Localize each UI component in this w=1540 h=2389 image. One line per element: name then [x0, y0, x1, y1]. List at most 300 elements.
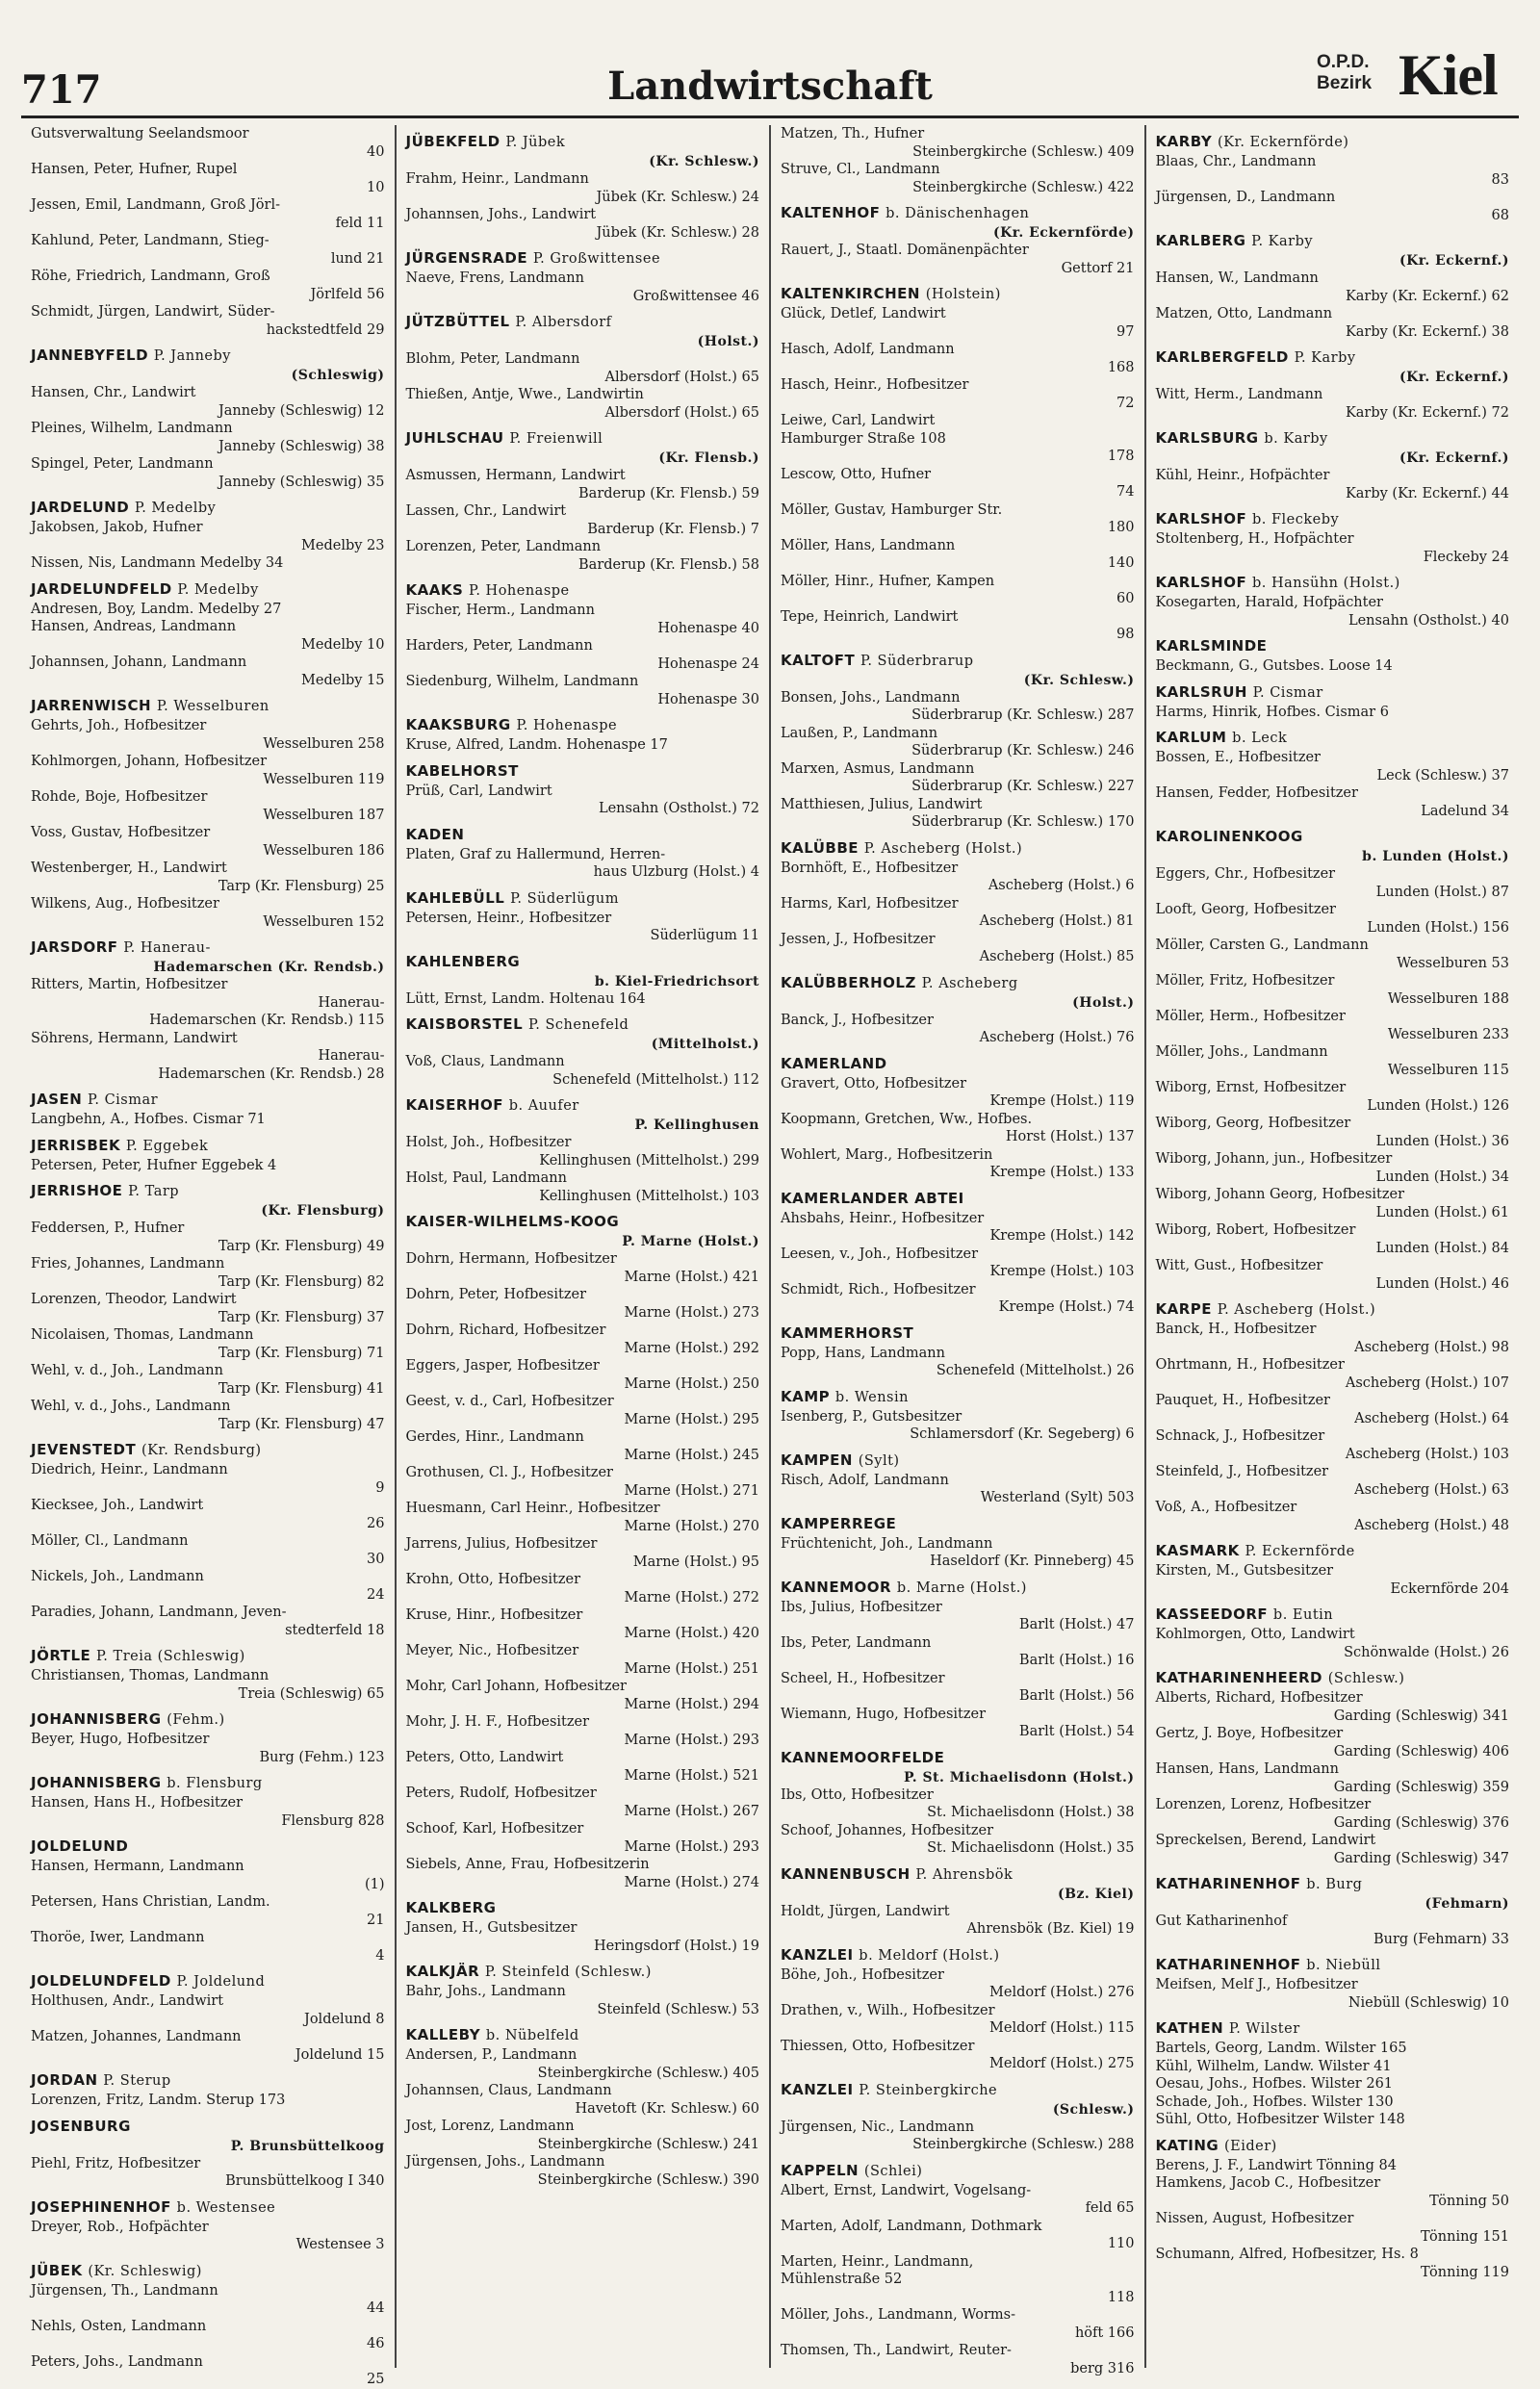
list-item [406, 736, 760, 755]
place-post: b. Auufer [508, 1098, 579, 1114]
entry-name: Krohn, Otto, Hofbesitzer [405, 1572, 581, 1587]
entry-location: Hademarschen (Kr. Rendsb.) 115 [149, 1013, 385, 1028]
entry-name: Bartels, Georg, Landm. Wilster 165 [1155, 2041, 1407, 2056]
entry-location: Garding (Schleswig) 341 [1333, 1708, 1509, 1724]
place-heading [31, 1439, 385, 1461]
place-extra: b. Lunden (Holst.) [1362, 849, 1509, 864]
entry-name: Steinfeld, J., Hofbesitzer [1155, 1464, 1329, 1479]
entry-location: Barlt (Holst.) 54 [1018, 1724, 1135, 1739]
list-item [1156, 1976, 1510, 2012]
place-post: (Schlesw.) [1327, 1671, 1405, 1686]
entry-name: Röhe, Friedrich, Landmann, Groß [31, 269, 270, 284]
entry-name: Hasch, Adolf, Landmann [781, 342, 955, 357]
entry-name: Holthusen, Andr., Landwirt [31, 1993, 224, 2009]
list-item [1156, 1463, 1510, 1499]
entry-location: Ascheberg (Holst.) 6 [988, 878, 1135, 893]
entry-location: Steinbergkirche (Schlesw.) 241 [537, 2136, 759, 2152]
place-name: JOLDELUND [31, 1837, 129, 1855]
entry-name: Jessen, Emil, Landmann, Groß Jörl- [31, 197, 280, 213]
entry-name: Prüß, Carl, Landwirt [405, 783, 552, 799]
entry-name: Hansen, Hans H., Hofbesitzer [31, 1795, 244, 1811]
entry-name: Matzen, Otto, Landmann [1155, 306, 1333, 321]
entry-location: Ladelund 34 [1421, 803, 1509, 819]
place-heading [406, 824, 760, 846]
place-extra: Hademarschen (Kr. Rendsb.) [153, 960, 385, 975]
place-heading [1156, 2017, 1510, 2040]
entry-name: Möller, Hinr., Hufner, Kampen [781, 573, 995, 589]
entry-name: Isenberg, P., Gutsbesitzer [781, 1408, 962, 1425]
entry-location: Medelby 23 [301, 537, 385, 553]
place-name: KAHLENBERG [405, 952, 521, 970]
list-item [1156, 270, 1510, 305]
list-item [31, 1012, 385, 1030]
list-item [31, 1291, 385, 1326]
place-name: JOHANNISBERG [31, 1774, 162, 1791]
entry-location: Albersdorf (Holst.) 65 [604, 369, 759, 385]
list-item [781, 242, 1135, 277]
place-name: KALKJÄR [405, 1963, 480, 1980]
entry-name: Schumann, Alfred, Hofbesitzer, Hs. 8 [1155, 2247, 1419, 2262]
entry-location: 60 [1116, 591, 1135, 606]
entry-location: 74 [1116, 484, 1135, 500]
list-item [31, 303, 385, 339]
entry-name: Banck, J., Hofbesitzer [781, 1012, 934, 1028]
entry-name: Oesau, Johs., Hofbes. Wilster 261 [1155, 2076, 1394, 2092]
entry-name: Dohrn, Hermann, Hofbesitzer [405, 1251, 617, 1267]
place-heading [1156, 572, 1510, 594]
place-name: JORDAN [31, 2071, 98, 2089]
entry-location: Marne (Holst.) 251 [624, 1660, 759, 1677]
entry-location: Meldorf (Holst.) 115 [989, 2020, 1135, 2036]
entry-name: Voss, Gustav, Hofbesitzer [31, 825, 211, 840]
list-item [406, 1983, 760, 2018]
entry-location: Meldorf (Holst.) 276 [989, 1985, 1135, 2000]
entry-name: Petersen, Heinr., Hofbesitzer [405, 910, 612, 926]
entry-name: Westenberger, H., Landwirt [31, 861, 227, 876]
list-item [406, 1919, 760, 1955]
entry-name: Kohlmorgen, Johann, Hofbesitzer [31, 754, 268, 769]
list-item [1156, 467, 1510, 502]
entry-location: Marne (Holst.) 250 [624, 1375, 759, 1392]
place-post: P. Süderbrarup [860, 653, 974, 669]
entry-location: Süderbrarup (Kr. Schlesw.) 287 [911, 707, 1135, 723]
place-name: KATING [1155, 2136, 1219, 2154]
entry-location: Tönning 151 [1420, 2228, 1509, 2245]
entry-name: Lorenzen, Lorenz, Hofbesitzer [1155, 1797, 1372, 1812]
place-heading [406, 427, 760, 467]
list-item [31, 753, 385, 788]
entry-name: Eggers, Chr., Hofbesitzer [1155, 866, 1336, 882]
entry-location: 21 [367, 1912, 385, 1928]
list-item [31, 420, 385, 455]
place-name: KANZLEI [781, 2080, 854, 2098]
entry-location: Albersdorf (Holst.) 65 [604, 404, 759, 421]
entry-location: Medelby 15 [301, 672, 385, 688]
column-4 [1146, 125, 1520, 2368]
place-name: JOLDELUNDFELD [31, 1972, 171, 1990]
list-item [406, 637, 760, 673]
list-item [781, 573, 1135, 608]
entry-location: Steinbergkirche (Schlesw.) 422 [912, 179, 1135, 195]
entry-location: Ahrensbök (Bz. Kiel) 19 [966, 1921, 1135, 1937]
place-name: KAHLEBÜLL [405, 888, 505, 907]
entry-name: Möller, Gustav, Hamburger Str. [781, 501, 1003, 518]
entry-location: Treia (Schleswig) 65 [238, 1685, 385, 1702]
place-post: (Schlei) [863, 2163, 923, 2179]
entry-name: Naeve, Frens, Landmann [405, 270, 584, 286]
place-extra: (Kr. Schlesw.) [1023, 672, 1135, 688]
entry-location: berg 316 [1070, 2360, 1135, 2376]
entry-name: Nickels, Joh., Landmann [31, 1569, 204, 1584]
place-post: (Kr. Rendsburg) [141, 1443, 262, 1458]
entry-location: Janneby (Schleswig) 12 [218, 402, 385, 419]
entry-name: Hansen, Peter, Hufner, Rupel [31, 162, 238, 177]
list-item [1156, 530, 1510, 566]
place-heading [781, 1944, 1135, 1966]
list-item [1156, 1725, 1510, 1760]
entry-name: Harms, Hinrik, Hofbes. Cismar 6 [1155, 704, 1389, 720]
list-item [781, 1535, 1135, 1571]
entry-location: Barlt (Holst.) 16 [1018, 1653, 1135, 1668]
list-item [781, 1111, 1135, 1146]
entry-name: Beckmann, G., Gutsbes. Loose 14 [1155, 658, 1393, 674]
entry-location: 25 [367, 2372, 385, 2387]
entry-location: hackstedtfeld 29 [266, 321, 385, 338]
place-heading [31, 2260, 385, 2282]
list-item [1156, 1008, 1510, 1043]
entry-location: Schenefeld (Mittelholst.) 112 [552, 1071, 759, 1088]
list-item [1156, 972, 1510, 1008]
list-item [781, 1966, 1135, 2002]
place-name: KALKBERG [405, 1899, 497, 1916]
entry-location: Marne (Holst.) 293 [624, 1838, 759, 1855]
place-extra: P. Brunsbüttelkoog [230, 2138, 385, 2154]
list-item [31, 1066, 385, 1084]
entry-location: Brunsbüttelkoog I 340 [225, 2173, 385, 2189]
list-item [1156, 2157, 1510, 2175]
place-heading [406, 1014, 760, 1053]
place-post: (Holstein) [925, 287, 1001, 302]
entry-name: Bossen, E., Hofbesitzer [1155, 750, 1321, 765]
list-item [31, 717, 385, 753]
entry-location: St. Michaelisdonn (Holst.) 35 [927, 1840, 1135, 1856]
place-post: P. Eckernförde [1245, 1544, 1355, 1559]
entry-location: Hanerau- [318, 1048, 385, 1064]
place-post: P. Steinbergkirche [859, 2082, 998, 2098]
list-item [781, 1786, 1135, 1822]
list-item [781, 689, 1135, 725]
entry-name: Böhe, Joh., Hofbesitzer [781, 1966, 944, 1983]
place-extra: (Mittelholst.) [651, 1037, 759, 1052]
entry-name: Scheel, H., Hofbesitzer [781, 1670, 945, 1686]
list-item [781, 1281, 1135, 1317]
entry-name: Christiansen, Thomas, Landmann [31, 1668, 270, 1683]
list-item [406, 673, 760, 708]
place-name: KASMARK [1155, 1542, 1240, 1559]
place-name: KAMERLAND [781, 1054, 887, 1072]
entry-location: Krempe (Holst.) 133 [989, 1165, 1135, 1180]
entry-name: Lorenzen, Theodor, Landwirt [31, 1292, 237, 1307]
entry-location: Barderup (Kr. Flensb.) 58 [578, 556, 759, 573]
list-item [781, 1599, 1135, 1634]
place-name: KARLBERG [1155, 232, 1246, 249]
entry-location: Hohenaspe 40 [657, 620, 759, 636]
list-item [781, 376, 1135, 412]
place-heading [406, 714, 760, 736]
list-item [781, 1706, 1135, 1741]
place-extra: (Kr. Eckernförde) [992, 225, 1135, 241]
place-name: JOSEPHINENHOF [31, 2197, 171, 2216]
list-item [31, 1992, 385, 2028]
entry-location: 110 [1107, 2236, 1135, 2251]
place-post: P. Tarp [128, 1184, 180, 1199]
entry-location: Marne (Holst.) 270 [624, 1518, 759, 1534]
entry-location: Tarp (Kr. Flensburg) 41 [218, 1380, 385, 1397]
list-item [1156, 386, 1510, 422]
entry-name: Spreckelsen, Berend, Landwirt [1155, 1833, 1376, 1848]
place-name: KARLSHOF [1155, 574, 1247, 591]
entry-name: Hansen, Hermann, Landmann [31, 1859, 244, 1874]
place-heading [781, 1747, 1135, 1786]
place-heading [1156, 230, 1510, 270]
entry-location: Marne (Holst.) 521 [624, 1767, 759, 1784]
place-heading [31, 1180, 385, 1220]
list-item [31, 1157, 385, 1175]
entry-location: Gettorf 21 [1061, 260, 1135, 276]
entry-location: Ascheberg (Holst.) 63 [1354, 1481, 1509, 1498]
place-name: JÜTZBÜTTEL [405, 313, 510, 330]
list-item [31, 1731, 385, 1766]
entry-name: Jürgensen, Nic., Landmann [781, 2119, 975, 2135]
entry-name: Voß, Claus, Landmann [405, 1054, 565, 1069]
entry-name: Thoröe, Iwer, Landmann [31, 1930, 205, 1945]
entry-name: Huesmann, Carl Heinr., Hofbesitzer [405, 1501, 660, 1516]
list-item [1156, 1626, 1510, 1661]
list-item [1156, 1221, 1510, 1257]
entry-name: Popp, Hans, Landmann [781, 1345, 945, 1361]
entry-location: 72 [1116, 395, 1135, 411]
place-extra: P. Kellinghusen [634, 1117, 759, 1133]
entry-location: Lunden (Holst.) 34 [1375, 1169, 1509, 1185]
list-item [31, 1929, 385, 1965]
entry-name: Blaas, Chr., Landmann [1155, 154, 1317, 169]
list-item [406, 270, 760, 305]
entry-location: 168 [1107, 359, 1135, 375]
place-heading [31, 578, 385, 601]
place-heading [31, 695, 385, 717]
place-heading [406, 311, 760, 350]
list-item [31, 1461, 385, 1497]
list-item [406, 2153, 760, 2189]
opd-label: O.P.D. [1317, 52, 1370, 72]
entry-name: Peters, Otto, Landwirt [405, 1750, 564, 1765]
entry-location: Lensahn (Ostholst.) 40 [1348, 612, 1509, 629]
entry-location: feld 11 [335, 215, 385, 231]
entry-location: Tarp (Kr. Flensburg) 82 [218, 1273, 385, 1290]
entry-name: Andersen, P., Landmann [405, 2047, 578, 2063]
entry-name: Nehls, Osten, Landmann [31, 2318, 207, 2334]
entry-location: Kellinghusen (Mittelholst.) 299 [539, 1152, 759, 1169]
list-item [781, 2119, 1135, 2154]
list-item [781, 1345, 1135, 1380]
list-item [406, 1250, 760, 1286]
place-heading [781, 972, 1135, 1012]
entry-location: Flensburg 828 [281, 1812, 385, 1829]
list-item [31, 1255, 385, 1291]
entry-name: Meifsen, Melf J., Hofbesitzer [1155, 1977, 1358, 1992]
entry-name: Rauert, J., Staatl. Domänenpächter [781, 243, 1029, 258]
list-item [781, 537, 1135, 573]
place-post: b. Fleckeby [1251, 512, 1340, 527]
entry-location: 9 [375, 1479, 385, 1496]
list-item [1156, 1257, 1510, 1293]
entry-name: Holst, Joh., Hofbesitzer [405, 1135, 572, 1150]
list-item [31, 1497, 385, 1532]
place-heading [1156, 1873, 1510, 1913]
page-number: 717 [21, 67, 102, 113]
list-item [1156, 1150, 1510, 1186]
entry-location: Schenefeld (Mittelholst.) 26 [936, 1363, 1135, 1378]
place-heading [31, 497, 385, 519]
entry-location: Marne (Holst.) 267 [624, 1803, 759, 1819]
entry-location: Barlt (Holst.) 56 [1018, 1688, 1135, 1704]
list-item [406, 1678, 760, 1713]
entry-location: Lunden (Holst.) 36 [1375, 1133, 1509, 1149]
entry-name: Alberts, Richard, Hofbesitzer [1155, 1690, 1363, 1706]
place-heading [406, 1961, 760, 1983]
columns [21, 125, 1519, 2387]
entry-name: Ibs, Peter, Landmann [781, 1634, 932, 1651]
entry-name: Hansen, Hans, Landmann [1155, 1761, 1339, 1777]
entry-location: Süderbrarup (Kr. Schlesw.) 227 [911, 779, 1135, 794]
place-post: P. Hohenaspe [516, 718, 618, 733]
list-item [31, 1398, 385, 1433]
list-item [406, 990, 760, 1009]
place-name: KANNEMOOR [781, 1578, 892, 1596]
list-item [31, 519, 385, 554]
list-item [406, 1749, 760, 1785]
place-name: JARSDORF [31, 938, 118, 956]
place-heading [1156, 1298, 1510, 1321]
place-post: P. Hanerau- [123, 940, 211, 956]
list-item [1156, 594, 1510, 629]
place-post: b. Karby [1264, 431, 1328, 447]
entry-name: Risch, Adolf, Landmann [781, 1472, 949, 1488]
entry-location: Tarp (Kr. Flensburg) 37 [218, 1309, 385, 1325]
entry-name: Möller, Johs., Landmann [1155, 1044, 1328, 1060]
place-heading [781, 837, 1135, 860]
list-item [406, 1820, 760, 1856]
entry-name: Berens, J. F., Landwirt Tönning 84 [1155, 2157, 1397, 2173]
entry-name: Hamburger Straße 108 [781, 430, 946, 447]
place-heading [1156, 2135, 1510, 2157]
place-post: b. Westensee [176, 2199, 276, 2216]
list-item [1156, 1689, 1510, 1725]
place-name: JOSENBURG [31, 2117, 131, 2135]
list-item [406, 602, 760, 637]
entry-name: Jürgensen, D., Landmann [1155, 190, 1336, 205]
entry-name: Ohrtmann, H., Hofbesitzer [1155, 1357, 1345, 1373]
list-item [406, 1322, 760, 1357]
entry-location: Steinbergkirche (Schlesw.) 409 [912, 143, 1135, 160]
list-item [406, 1357, 760, 1393]
entry-location: Ascheberg (Holst.) 98 [1354, 1339, 1509, 1355]
list-item [406, 2082, 760, 2118]
entry-name: Kiecksee, Joh., Landwirt [31, 1498, 204, 1513]
entry-location: Marne (Holst.) 421 [624, 1269, 759, 1285]
place-post: P. Freienwill [509, 431, 603, 447]
place-heading [406, 1094, 760, 1134]
list-item [1156, 1760, 1510, 1796]
entry-location: 30 [367, 1551, 385, 1567]
entry-name: Gravert, Otto, Hofbesitzer [781, 1075, 967, 1092]
place-name: KASSEEDORF [1155, 1606, 1269, 1623]
entry-location: Ascheberg (Holst.) 64 [1354, 1410, 1509, 1426]
list-item [781, 1210, 1135, 1246]
entry-location: Havetoft (Kr. Schlesw.) 60 [575, 2100, 759, 2117]
list-item [1156, 1427, 1510, 1463]
entry-location: Westerland (Sylt) 503 [980, 1490, 1135, 1505]
place-heading [781, 1513, 1135, 1535]
entry-name: Schade, Joh., Hofbes. Wilster 130 [1155, 2094, 1394, 2110]
entry-name: Petersen, Peter, Hufner Eggebek 4 [31, 1157, 277, 1173]
list-item [31, 1858, 385, 1893]
list-item [406, 1134, 760, 1169]
entry-name: Piehl, Fritz, Hofbesitzer [31, 2155, 201, 2171]
entry-name: Eggers, Jasper, Hofbesitzer [405, 1358, 600, 1374]
entry-name: Matzen, Th., Hufner [781, 126, 925, 141]
place-extra: (Kr. Eckernf.) [1399, 253, 1509, 269]
place-heading [1156, 427, 1510, 467]
list-item [31, 788, 385, 824]
list-item [406, 1286, 760, 1322]
place-post: P. Schenefeld [527, 1017, 629, 1033]
place-heading [781, 2160, 1135, 2182]
place-extra: (Kr. Flensburg) [261, 1203, 385, 1219]
entry-location: Hohenaspe 30 [657, 691, 759, 707]
place-heading [1156, 1540, 1510, 1562]
entry-name: Lassen, Chr., Landwirt [405, 503, 567, 519]
place-post: b. Burg [1306, 1877, 1363, 1892]
entry-name: Peters, Johs., Landmann [31, 2353, 203, 2370]
place-name: KAMPEN [781, 1451, 853, 1469]
entry-location: Süderbrarup (Kr. Schlesw.) 246 [911, 743, 1135, 758]
list-item [1156, 784, 1510, 820]
entry-name: Jansen, H., Gutsbesitzer [405, 1920, 578, 1936]
list-item [781, 2253, 1135, 2272]
place-post: P. Joldelund [176, 1974, 266, 1990]
list-item [406, 170, 760, 206]
place-extra: (Bz. Kiel) [1058, 1886, 1135, 1902]
entry-location: Wesselburen 115 [1387, 1062, 1509, 1078]
entry-location: Janneby (Schleswig) 38 [218, 438, 385, 454]
entry-location: Ascheberg (Holst.) 103 [1345, 1446, 1509, 1462]
entry-name: Kühl, Wilhelm, Landw. Wilster 41 [1155, 2058, 1392, 2074]
place-heading [781, 283, 1135, 305]
entry-name: Hansen, W., Landmann [1155, 270, 1319, 286]
entry-location: Garding (Schleswig) 359 [1333, 1779, 1509, 1795]
entry-name: Hasch, Heinr., Hofbesitzer [781, 377, 969, 393]
list-item [1156, 657, 1510, 676]
place-name: KANZLEI [781, 1945, 854, 1964]
list-item [781, 412, 1135, 430]
entry-name: Wilkens, Aug., Hofbesitzer [31, 896, 219, 912]
entry-name: Schmidt, Jürgen, Landwirt, Süder- [31, 304, 275, 320]
entry-name: Schoof, Johannes, Hofbesitzer [781, 1822, 994, 1838]
place-heading [781, 1386, 1135, 1408]
entry-name: Witt, Herm., Landmann [1155, 387, 1323, 402]
place-name: JÜBEK [31, 2261, 83, 2279]
